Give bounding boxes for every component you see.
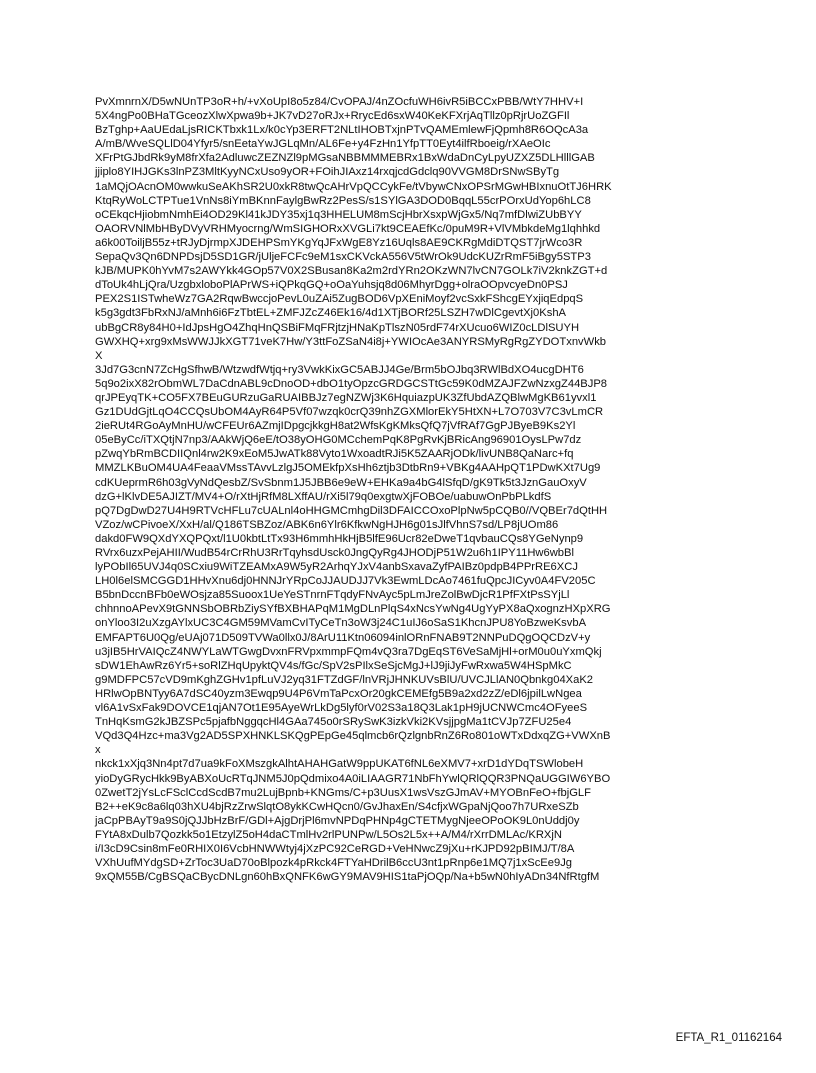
text-line: RVrx6uzxPejAHII/WudB54rCrRhU3RrTqyhsdUsck0JngQyRg4JHODjP51W2u6h1IPY11Hw6wbBl <box>95 547 574 559</box>
text-line: ubBgCR8y84H0+IdJpsHgO4ZhqHnQSBiFMqFRjtzjHNaKpTlszN05rdF74rXUcuo6WIZ0cLDlSUYH <box>95 321 580 334</box>
text-line: pQ7DgDwD27U4H9RTVcHFLu7cUALnl4oHHGMCmhgDil3DFAICCOxoPlpNw5pCQB0//VQBEr7dQtHH <box>95 504 608 517</box>
text-line: B5bnDccnBFb0eWOsjza85Suoox1UeYeSTnrnFTqdyFNvAyc5pLmJreZolBwDjcR1PfFXtPsSYjLl <box>95 589 570 602</box>
text-line: MMZLKBuOM4UA4FeaaVMssTAvvLzlgJ5OMEkfpXsHh6ztjb3DtbRn9+VBKg4AAHpQT1PDwKXt7Ug9 <box>95 462 601 475</box>
text-line: TnHqKsmG2kJBZSPc5pjafbNggqcHl4GAa745o0rSRySwK3izkVki2KVsjjpgMa1tCVJp7ZFU25e4 <box>95 716 572 729</box>
text-line: jaCpPBAyT9a9S0jQJJbHzBrF/GDl+AjgDrjPl6mvNPDqPHNp4gCTETMygNjeeOPoOK9L0nUddj0y <box>95 814 580 827</box>
text-line: i/I3cD9Csin8mFe0RHIX0I6VcbHNWWtyj4jXzPC92CeRGD+VeHNwcZ9jXu+rKJPD92pBIMJ/T/8A <box>95 842 575 855</box>
text-line: 0ZwetT2jYsLcFSclCcdScdB7mu2LujBpnb+KNGms/C+p3UusX1wsVszGJmAV+MYOBnFeO+fbjGLF <box>95 786 591 799</box>
text-line: vl6A1vSxFak9DOVCE1qjAN7Ot1E95AyeWrLkDg5lyf0rV02S3a18Q3Lak1pH9jUCNWCmc4OFyeeS <box>95 702 588 715</box>
text-line: onYloo3I2uXzgAYlxUC3C4GM59MVamCvITyCeTn3oW3j24C1uIJ6oSaS1KhcnJPU8YoBzweKsvbA <box>95 617 587 630</box>
text-line: BzTghp+AaUEdaLjsRICKTbxk1Lx/k0cYp3ERFT2NLtIHOBTxjnPTvQAMEmlewFjQpmh8R6OQcA3a <box>95 124 589 137</box>
text-line: sDW1EhAwRz6Yr5+soRlZHqUpyktQV4s/fGc/SpV2sPIlxSeSjcMgJ+lJ9jiJyFwRxwa5W4HSpMkC <box>95 659 572 672</box>
text-line: g9MDFPC57cVD9mKghZGHv1pfLuVJ2yq31FTZdGF/lnVRjJHNKUVsBlU/UVCJLlAN0Qbnkg04XaK2 <box>95 673 594 686</box>
text-line: KtqRyWoLCTPTue1VnNs8iYmBKnnFaylgBwRz2PesS/s1SYlGA3DOD0BqqL55crPOrxUdYop6hLC8 <box>95 194 591 207</box>
text-line: x <box>95 744 101 757</box>
text-line: B2++eK9c8a6lq03hXU4bjRzZrwSlqtO8ykKCwHQcn0/GvJhaxEn/S4cfjxWGpaNjQoo7h7URxeSZb <box>95 800 579 813</box>
text-line: dzG+lKlvDE5AJIZT/MV4+O/rXtHjRfM8LXffAU/rXi5l79q0exgtwXjFOBOe/uabuwOnPbPLkdfS <box>95 490 552 503</box>
text-line: LH0l6elSMCGGD1HHvXnu6dj0HNNJrYRpCoJJAUDJJ7Vk3EwmLDcAo7461fuQpcJICyv0A4FV205C <box>95 575 596 588</box>
text-line: oCEkqcHjiobmNmhEi4OD29Kl41kJDY35xj1q3HHELUM8mScjHbrXsxpWjGx5/Nq7mfDlwiZUbBYY <box>95 208 582 221</box>
text-line: OAORVNlMbHByDVyVRHMyocrng/WmSIGHORxXVGLi7kt9CEAEfKc/0puM9R+VlVMbkdeMg1lqhhkd <box>95 222 601 235</box>
text-line: k5g3gdt3FbRxNJ/aMnh6i6FzTbtEL+ZMFJZcZ46Ek16/4d1XTjBORf25LSZH7wDlCgevtXj0KshA <box>95 307 567 320</box>
text-line: a6k00ToiljB55z+tRJyDjrmpXJDEHPSmYKgYqJFxWgE8Yz16Uqls8AE9CKRgMdiDTQST7jrWco3R <box>95 236 583 249</box>
text-line: 9xQM55B/CgBSQaCBycDNLgn60hBxQNFK6wGY9MAV9HIS1taPjOQp/Na+b5wN0hIyADn34NfRtgfM <box>95 871 600 884</box>
text-line: nkck1xXjq3Nn4pt7d7ua9kFoXMszgkAlhtAHAHGatW9ppUKAT6fNL6eXMV7+xrD1dYDqTSWlobeH <box>95 758 584 771</box>
text-line: HRlwOpBNTyy6A7dSC40yzm3Ewqp9U4P6VmTaPcxOr20gkCEMEfg5B9a2xd2zZ/eDl6jpilLwNgea <box>95 687 582 700</box>
text-line: 3Jd7G3cnN7ZcHgSfhwB/WtzwdfWtjq+ry3VwkKixGC5ABJJ4Ge/Brm5bOJbq3RWlBdXO4ucgDHT6 <box>95 363 584 376</box>
document-id-footer: EFTA_R1_01162164 <box>675 1032 782 1044</box>
text-line: GWXHQ+xrg9xMsWWJJkXGT71veK7Hw/Y3ttFoZSaN4i8j+YWIOcAe3ANYRSMyRgRgZYDOTxnvWkb <box>95 335 607 348</box>
text-line: cdKUeprmR6h03gVyNdQesbZ/SvSbnm1J5JBB6e9eW+EHKa9a4bG4lSfqD/gK9Tk5t3JznGauOxyV <box>95 476 587 489</box>
text-line: lyPObIl65UVJ4q0SCxiu9WiTZEAMxA9W5yR2ArhqYJxV4anbSxavaZyfPAIBz0pdpB4PPrRE6XCJ <box>95 561 578 574</box>
text-line: A/mB/WveSQLlD04Yfyr5/snEetaYwJGLqMn/AL6Fe+y4FzHn1YfpTT0Eyt4ilfRboeig/rXAeOIc <box>95 138 551 151</box>
text-line: kJB/MUPK0hYvM7s2AWYkk4GOp57V0X2SBusan8Ka2m2rdYRn2OKzWN7lvCN7GOLk7iV2knkZGT+d <box>95 265 608 278</box>
text-line: X <box>95 349 103 362</box>
text-line: 1aMQjOAcnOM0wwkuSeAKhSR2U0xkR8twQcAHrVpQCCykFe/tVbywCNxOPSrMGwHBIxnuOtTJ6HRK <box>95 180 612 193</box>
text-line: u3jIB5HrVAIQcZ4NWYLaWTGwgDvxnFRVpxmmpFQm4vQ3ra7DgEqST6VeSaMjHl+orM0u0uYxmQkj <box>95 645 602 658</box>
text-line: 5q9o2ixX82rObmWL7DaCdnABL9cDnoOD+dbO1tyOpzcGRDGCSTtGc59K0dMZAJFZwNzxgZ44BJP8 <box>95 377 608 390</box>
text-line: VZoz/wCPivoeX/XxH/al/Q186TSBZoz/ABK6n6Ylr6KfkwNgHJH6g01sJlfVhnS7sd/LP8jUOm86 <box>95 518 559 531</box>
text-line: yioDyGRycHkk9ByABXoUcRTqJNM5J0pQdmixo4A0iLIAAGR71NbFhYwlQRlQQR3PNQaUGGIW6YBO <box>95 772 611 785</box>
text-line: PEX2S1ISTwheWz7GA2RqwBwccjoPevL0uZAi5ZugBOD6VpXEniMoyf2vcSxkFShcgEYxjiqEdpqS <box>95 293 584 306</box>
text-line: pZwqYbRmBCDIIQnl4rw2K9xEoM5JwATk88Vyto1WxoadtRJi5K5ZAARjODk/livUNB8QaNarc+fq <box>95 448 574 461</box>
text-line: SepaQv3Qn6DNPDsjD5SD1GR/jUljeFCFc9eM1sxCKVckA556V5tWrOk9UdcKUZrRmF5iBgy5STP3 <box>95 251 591 264</box>
text-block <box>95 363 735 758</box>
text-line: qrJPEyqTK+CO5FX7BEuGURzuGaRUAIBBJz7egNZWj3K6HquiazpUK3ZfUbdAZQBlwMgKB61yvxl1 <box>95 391 597 404</box>
text-line: PvXmnrnX/D5wNUnTP3oR+h/+vXoUpI8o5z84/CvOPAJ/4nZOcfuWH6ivR5iBCCxPBB/WtY7HHV+I <box>95 96 584 108</box>
text-line: VQd3Q4Hzc+ma3Vg2AD5SPXHNKLSKQgPEpGe45qlmcb6rQzlgnbRnZ6Ro801oWTxDdxqZG+VWXnB <box>95 730 611 743</box>
text-block <box>95 757 735 884</box>
text-line: FYtA8xDulb7Qozkk5o1EtzylZ5oH4daCTmlHv2rlPUNPw/L5Os2L5x++A/M4/rXrrDMLAc/KRXjN <box>95 828 562 841</box>
text-line: VXhUufMYdgSD+ZrToc3UaD70oBlpozk4pRkck4FTYaHDrilB6ccU3nt1pRnp6e1MQ7j1xScEe9Jg <box>95 857 573 870</box>
text-block <box>95 95 735 363</box>
text-line: Gz1DUdGjtLqO4CCQsUbOM4AyR64P5Vf07wzqk0crQ39nhZGXMlorEkY5HtXN+L7O703V7C3vLmCR <box>95 406 604 419</box>
text-line: 5X4ngPo0BHaTGceozXlwXpwa9b+JK7vD27oRJx+RrycEd6sxW40KeKFXrjAqTllz0pRjrUoZGFIl <box>95 110 570 123</box>
text-line: dToUk4hLjQra/UzgbxloboPlAPrWS+iQPkqGQ+oOaYuhsjq8d06MhyrDgg+olraOOpvcyeDn0PSJ <box>95 279 568 292</box>
text-line: EMFAPT6U0Qg/eUAj071D509TVWa0llx0J/8ArU11Ktn06094inlORnFNAB9T2NNPuDQgOQCDzV+y <box>95 631 591 644</box>
text-line: chhnnoAPevX9tGNNSbOBRbZiySYfBXBHAPqM1MgDLnPlqS4xNcsYwNg4UgYyPX8aQxognzHXpXRG <box>95 603 611 616</box>
encoded-text-body <box>95 95 735 884</box>
text-line: XFrPtGJbdRk9yM8frXfa2AdluwcZEZNZl9pMGsaNBBMMMEBRx1BxWdaDnCyLpyUZXZ5DLHlllGAB <box>95 152 595 165</box>
text-line: jjiplo8YIHJGKs3lnPZ3MltKyyNCxUso9yOR+FOihJIAxz14rxqjcdGdclq90VVGM8DrSNwSByTg <box>95 166 560 179</box>
text-line: 05eByCc/iTXQtjN7np3/AAkWjQ6eE/tO38yOHG0MCchemPqK8PgRvKjBRicAng96901OysLPw7dz <box>95 434 582 447</box>
text-line: dakd0FW9QXdYXQPQxt/l1U0kbtLtTx93H6mmhHkHjB5lfE96Ucr82eDweT1qvbauCQs8YGeNynp9 <box>95 532 584 545</box>
text-line: 2ieRUt4RGoAyMnHU/wCFEUr6AZmjIDpgcjkkgH8at2WfsKgKMksQfQ7jVfRAf7GgPJByeB9Ks2Yl <box>95 420 576 433</box>
